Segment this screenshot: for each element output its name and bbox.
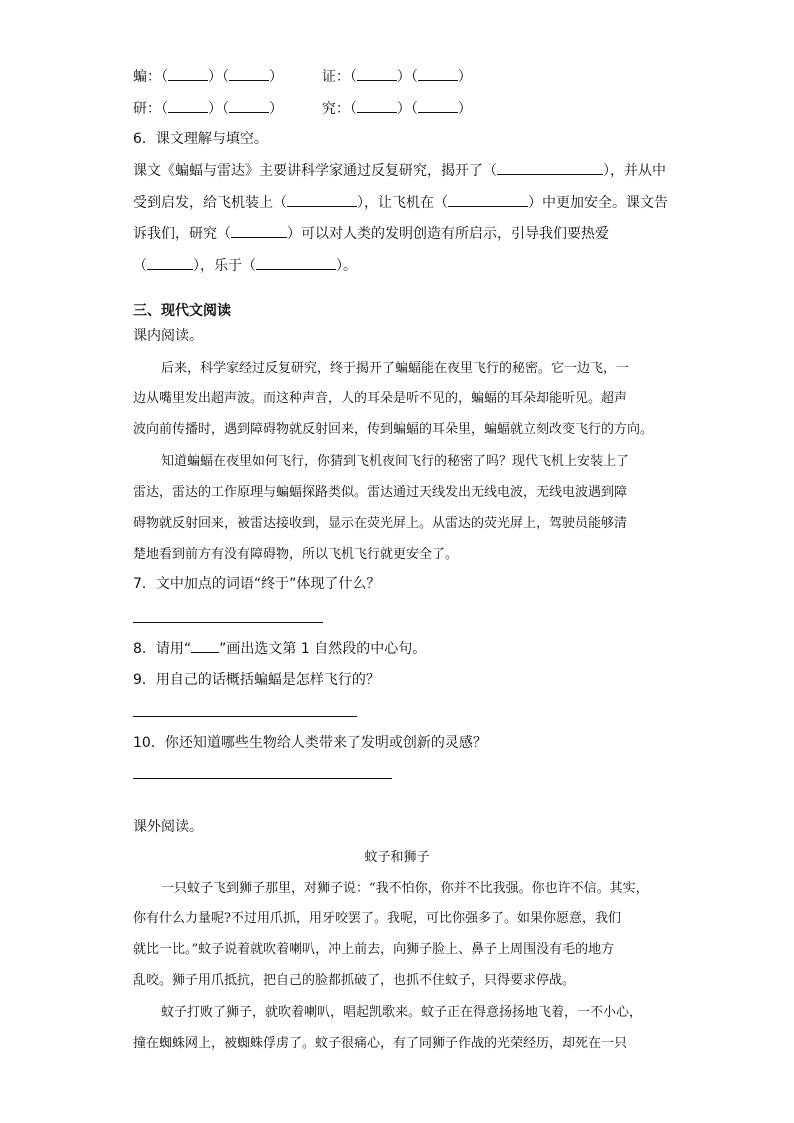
blank (418, 66, 458, 81)
text: ）。 (336, 258, 357, 274)
pinyin-row-1 (133, 66, 472, 87)
question-6-line-2 (133, 192, 668, 213)
paren: ） (457, 101, 472, 117)
blank (448, 192, 528, 207)
question-7: 7．文中加点的词语“终于”体现了什么？ (133, 576, 381, 592)
outclass-reading-label: 课外阅读。 (133, 819, 203, 835)
passage-line: 后来，科学家经过反复研究，终于揭开了蝙蝠能在夜里飞行的秘密。它一边飞，一 (161, 361, 630, 376)
question-6-line-4 (133, 255, 357, 276)
question-9: 9．用自己的话概括蝙蝠是怎样飞行的？ (133, 672, 380, 688)
text: 8．请用“ (133, 641, 192, 657)
pinyin-label-a: 蝙：（ (133, 69, 168, 85)
pinyin-label-a: 研：（ (133, 101, 168, 117)
text: ）中更加安全。课文告 (528, 195, 668, 211)
inclass-reading-label: 课内阅读。 (133, 328, 203, 344)
story-line: 蚊子打败了狮子，就吹着喇叭，唱起凯歌来。蚊子正在得意扬扬地飞着，一不小心， (161, 1005, 643, 1020)
text: 受到启发，给飞机装上（ (133, 195, 287, 211)
text: ）可以对人类的发明创造有所启示，引导我们要热爱 (287, 226, 609, 242)
blank (229, 66, 269, 81)
blank (357, 98, 397, 113)
question-6-title: 6．课文理解与填空。 (133, 131, 268, 147)
blank (256, 255, 336, 270)
text: ），乐于（ (193, 258, 256, 274)
answer-line-10[interactable] (133, 778, 392, 779)
text: ），并从中 (603, 163, 666, 179)
text: ”画出选文第 1 自然段的中心句。 (219, 641, 427, 657)
blank (418, 98, 458, 113)
story-title: 蚊子和狮子 (364, 850, 430, 865)
text: 诉我们，研究（ (133, 226, 231, 242)
story-line: 就比一比。”蚊子说着就吹着喇叭，冲上前去，向狮子脸上、鼻子上周围没有毛的地方 (133, 942, 615, 957)
paren: ） (457, 69, 472, 85)
blank (168, 66, 208, 81)
pinyin-label-b: 究：（ (321, 101, 357, 117)
section-heading: 三、现代文阅读 (133, 303, 231, 319)
story-line: 乱咬。狮子用爪抵抗，把自己的脸都抓破了，也抓不住蚊子，只得要求停战。 (133, 973, 576, 988)
question-6-line-3 (133, 223, 609, 244)
answer-line-9[interactable] (133, 716, 357, 717)
blank (229, 98, 269, 113)
text: 课文《蝙蝠与雷达》主要讲科学家通过反复研究，揭开了（ (133, 163, 497, 179)
blank (168, 98, 208, 113)
passage-line: 波向前传播时，遇到障碍物就反射回来，传到蝙蝠的耳朵里，蝙蝠就立刻改变飞行的方向。 (133, 422, 654, 437)
blank (147, 255, 193, 270)
passage-line: 碍物就反射回来，被雷达接收到，显示在荧光屏上。从雷达的荧光屏上，驾驶员能够清 (133, 516, 628, 531)
answer-line-7[interactable] (133, 622, 323, 623)
pinyin-row-2 (133, 98, 472, 119)
story-line: 一只蚊子飞到狮子那里，对狮子说：“我不怕你，你并不比我强。你也许不信。其实， (161, 881, 649, 896)
blank (191, 638, 219, 653)
blank (231, 223, 287, 238)
paren: ）（ (396, 101, 418, 117)
paren: ）（ (208, 101, 229, 117)
blank (497, 160, 603, 175)
passage-line: 知道蝙蝠在夜里如何飞行，你猜到飞机夜间飞行的秘密了吗？现代飞机上安装上了 (161, 454, 630, 469)
story-line: 你有什么力量呢?不过用爪抓，用牙咬罢了。我呢，可比你强多了。如果你愿意，我们 (133, 911, 621, 926)
story-line: 撞在蜘蛛网上，被蜘蛛俘虏了。蚊子很痛心，有了同狮子作战的光荣经历，却死在一只 (133, 1036, 628, 1051)
blank (357, 66, 397, 81)
paren: ） (269, 101, 283, 117)
pinyin-label-b: 证：（ (321, 69, 357, 85)
text: ），让飞机在（ (357, 195, 448, 211)
question-10: 10．你还知道哪些生物给人类带来了发明或创新的灵感？ (133, 735, 487, 751)
blank (287, 192, 357, 207)
passage-line: 边从嘴里发出超声波。而这种声音，人的耳朵是听不见的，蝙蝠的耳朵却能听见。超声 (133, 391, 628, 406)
question-8 (133, 638, 426, 659)
passage-line: 雷达，雷达的工作原理与蝙蝠探路类似。雷达通过天线发出无线电波，无线电波遇到障 (133, 485, 628, 500)
paren: ） (269, 69, 283, 85)
question-6-line-1 (133, 160, 666, 181)
paren: ）（ (396, 69, 418, 85)
paren: ）（ (208, 69, 229, 85)
text: （ (133, 258, 147, 274)
passage-line: 楚地看到前方有没有障碍物，所以飞机飞行就更安全了。 (133, 547, 459, 562)
